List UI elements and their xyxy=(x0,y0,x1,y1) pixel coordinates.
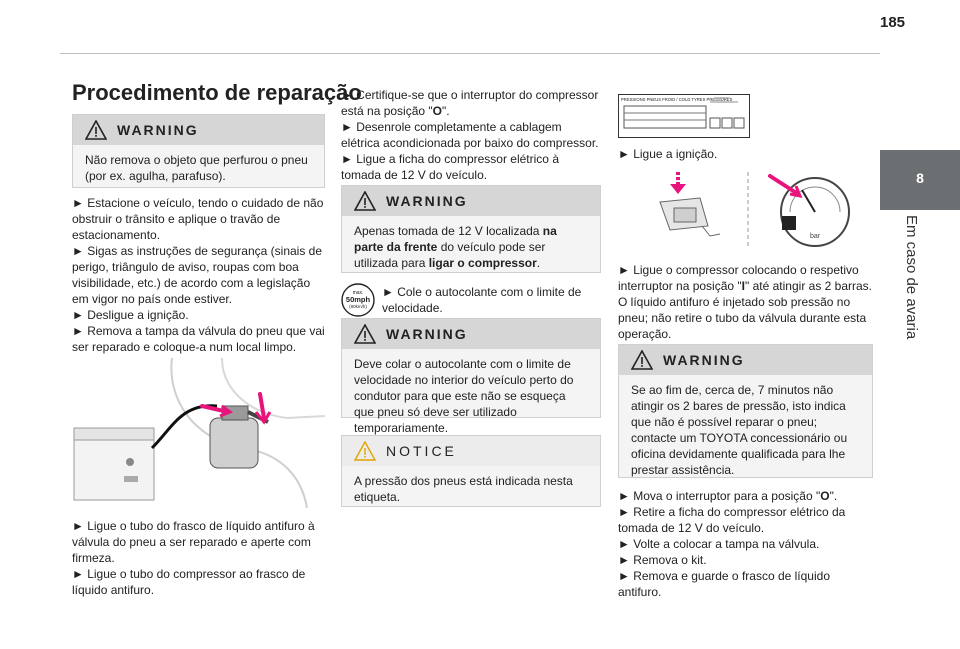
notice-box xyxy=(341,435,601,507)
speed-icon-line3: (80km/h) xyxy=(349,304,367,309)
step: ► Mova o interruptor para a posição "O". xyxy=(618,489,838,503)
warning-header xyxy=(342,186,600,216)
warning-header xyxy=(619,345,872,375)
warning-header xyxy=(342,319,600,349)
label-title: PRESSIONS PNEUS FROID / COLD TYRES PRESSURES xyxy=(621,97,733,102)
steps-block-3 xyxy=(341,87,601,183)
step: ► Ligue a ficha do compressor elétrico à tomada de 12 V do veículo. xyxy=(341,152,559,182)
warning-box-3 xyxy=(341,318,601,435)
warning-triangle-icon xyxy=(85,120,107,140)
warning-box-1 xyxy=(72,114,325,188)
warning-header xyxy=(73,115,324,145)
speed-icon-line2: 50mph xyxy=(345,295,371,304)
speed-step: ► Cole o autocolante com o limite de velocidade. xyxy=(382,285,582,315)
figure-tire-pressure-label xyxy=(618,94,750,138)
step: ► Desligue a ignição. xyxy=(72,308,189,322)
warning-text: Apenas tomada de 12 V localizada na parte da frente do veículo pode ser utilizada para ligar o compressor. xyxy=(354,224,557,270)
notice-label: NOTICE xyxy=(386,443,457,459)
warning-text: Deve colar o autocolante com o limite de velocidade no interior do veículo perto do condutor para que este não se esqueça que pneu só deve ser utilizado temporariamente. xyxy=(354,357,574,435)
header-divider xyxy=(60,53,880,54)
figure-compressor-bottle xyxy=(72,358,325,508)
warning-box-4 xyxy=(618,344,873,478)
section-number: 8 xyxy=(916,170,924,186)
step: ► Estacione o veículo, tendo o cuidado de não obstruir o trânsito e aplique o travão de estacionamento. xyxy=(72,196,324,242)
page-title: Procedimento de reparação xyxy=(72,80,362,105)
warning-triangle-icon xyxy=(354,324,376,344)
step: ► Retire a ficha do compressor elétrico da tomada de 12 V do veículo. xyxy=(618,505,846,535)
speed-icon-line1: max. xyxy=(352,290,364,296)
step-ignition: ► Ligue a ignição. xyxy=(618,147,718,161)
warning-triangle-icon xyxy=(631,350,653,370)
steps-block-final xyxy=(618,488,873,600)
step: ► Remova e guarde o frasco de líquido antifuro. xyxy=(618,569,830,599)
notice-header xyxy=(342,436,600,466)
warning-label: WARNING xyxy=(386,326,468,342)
warning-label: WARNING xyxy=(663,352,745,368)
step: ► Ligue o tubo do frasco de líquido antifuro à válvula do pneu a ser reparado e aperte com firmeza. xyxy=(72,519,315,565)
speed-limit-sticker-icon xyxy=(341,283,375,317)
page-number: 185 xyxy=(880,14,906,31)
section-label: Em caso de avaria xyxy=(903,215,920,340)
warning-label: WARNING xyxy=(117,122,199,138)
step: ► Remova a tampa da válvula do pneu que vai ser reparado e coloque-a num local limpo. xyxy=(72,324,325,354)
steps-block-1 xyxy=(72,195,327,355)
warning-label: WARNING xyxy=(386,193,468,209)
section-tab[interactable] xyxy=(880,150,960,210)
step: ► Sigas as instruções de segurança (sinais de perigo, triângulo de aviso, roupas com boa visibilidade, etc.) de acordo com a legislação em vigor no país onde estiver. xyxy=(72,244,323,306)
figure-ignition-gauge xyxy=(650,168,860,250)
step: ► Volte a colocar a tampa na válvula. xyxy=(618,537,820,551)
step: ► Desenrole completamente a cablagem elétrica acondicionada por baixo do compressor. xyxy=(341,120,599,150)
notice-text: A pressão dos pneus está indicada nesta etiqueta. xyxy=(354,474,573,504)
warning-text: Não remova o objeto que perfurou o pneu (por ex. agulha, parafuso). xyxy=(85,153,308,183)
warning-text: Se ao fim de, cerca de, 7 minutos não atingir os 2 bares de pressão, isto indica que não é possível reparar o pneu; contacte um TOYOTA concessionário ou oficina devidamente qualificada para lhe prestar assistência. xyxy=(631,383,848,477)
step: ► Certifique-se que o interruptor do compressor está na posição "O". xyxy=(341,88,599,118)
warning-triangle-icon xyxy=(354,191,376,211)
step: ► Ligue o tubo do compressor ao frasco de líquido antifuro. xyxy=(72,567,306,597)
warning-box-2 xyxy=(341,185,601,273)
step-compressor: ► Ligue o compressor colocando o respetivo interruptor na posição "I" até atingir as 2 barras. O líquido antifuro é injetado sob pressão no pneu; não retire o tubo da válvula durante esta operação. xyxy=(618,263,873,341)
steps-block-2 xyxy=(72,518,327,598)
gauge-unit: bar xyxy=(809,233,821,240)
notice-triangle-icon xyxy=(354,441,376,461)
step: ► Remova o kit. xyxy=(618,553,707,567)
